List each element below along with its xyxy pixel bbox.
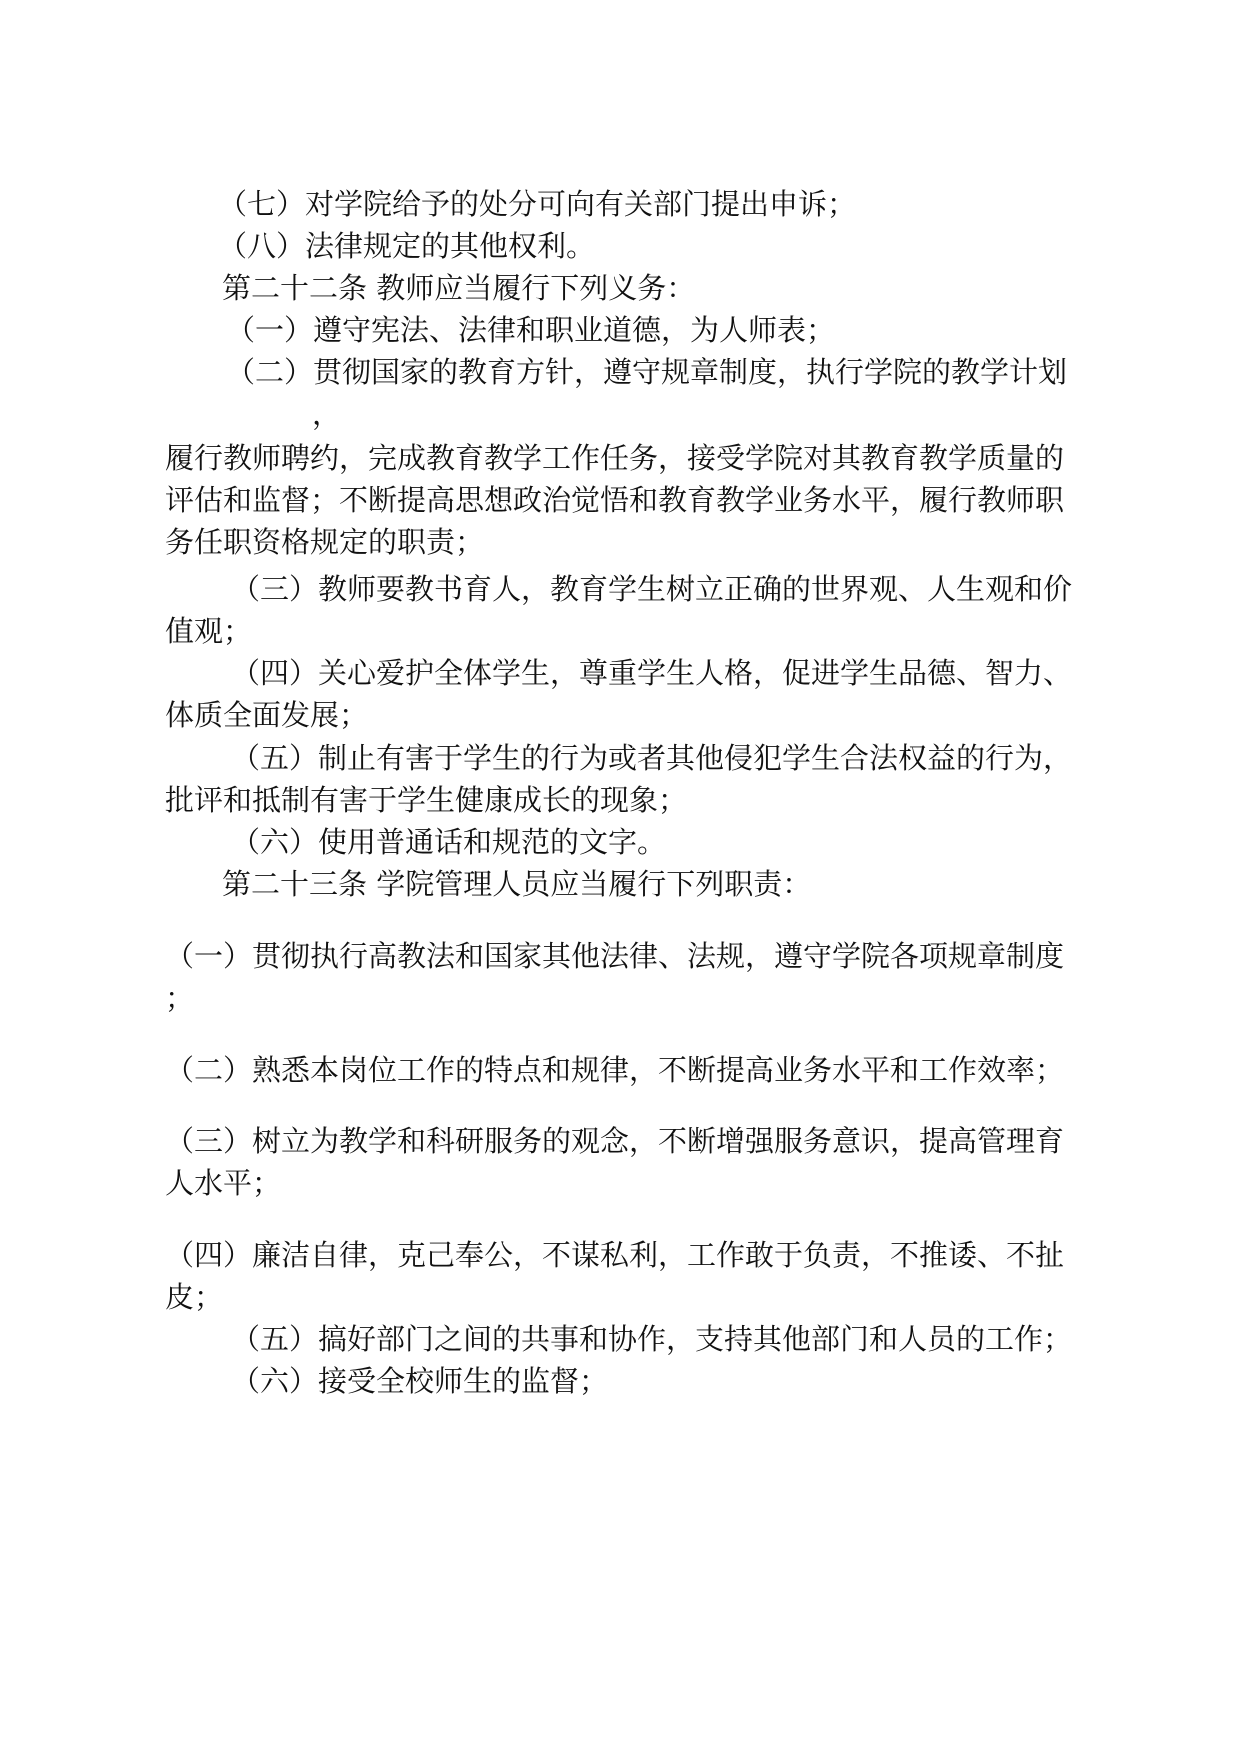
responsibility-5-line: （五）搞好部门之间的共事和协作，支持其他部门和人员的工作； [231, 1322, 1073, 1356]
responsibility-6-line: （六）接受全校师生的监督； [231, 1364, 609, 1398]
article-22-heading: 第二十二条 教师应当履行下列义务： [222, 271, 696, 305]
duty-4-continuation: 体质全面发展； [165, 698, 369, 732]
duty-2-stray-comma: ， [312, 397, 342, 431]
duty-5-line: （五）制止有害于学生的行为或者其他侵犯学生合法权益的行为， [231, 741, 1073, 775]
responsibility-1-line: （一）贯彻执行高教法和国家其他法律、法规，遵守学院各项规章制度 [165, 939, 1065, 973]
responsibility-3-continuation: 人水平； [165, 1166, 282, 1200]
responsibility-4-line: （四）廉洁自律，克己奉公，不谋私利，工作敢于负责，不推诿、不扯 [165, 1238, 1065, 1272]
duty-1-line: （一）遵守宪法、法律和职业道德，为人师表； [226, 313, 836, 347]
clause-7-line: （七）对学院给予的处分可向有关部门提出申诉； [218, 187, 857, 221]
duty-4-line: （四）关心爱护全体学生，尊重学生人格，促进学生品德、智力、 [231, 656, 1073, 690]
duty-2-continuation-2: 评估和监督；不断提高思想政治觉悟和教育教学业务水平，履行教师职 [165, 483, 1065, 517]
duty-5-continuation: 批评和抵制有害于学生健康成长的现象； [165, 783, 688, 817]
responsibility-3-line: （三）树立为教学和科研服务的观念，不断增强服务意识，提高管理育 [165, 1124, 1065, 1158]
duty-2-line: （二）贯彻国家的教育方针，遵守规章制度，执行学院的教学计划 [226, 355, 1068, 389]
article-23-heading: 第二十三条 学院管理人员应当履行下列职责： [222, 867, 812, 901]
duty-3-line: （三）教师要教书育人，教育学生树立正确的世界观、人生观和价 [231, 572, 1073, 606]
duty-6-line: （六）使用普通话和规范的文字。 [231, 825, 667, 859]
responsibility-2-line: （二）熟悉本岗位工作的特点和规律，不断提高业务水平和工作效率； [165, 1053, 1065, 1087]
duty-2-continuation-1: 履行教师聘约，完成教育教学工作任务，接受学院对其教育教学质量的 [165, 441, 1065, 475]
responsibility-4-continuation: 皮； [165, 1280, 224, 1314]
responsibility-1-semicolon: ； [165, 981, 195, 1015]
clause-8-line: （八）法律规定的其他权利。 [218, 229, 596, 263]
duty-3-continuation: 值观； [165, 614, 253, 648]
duty-2-continuation-3: 务任职资格规定的职责； [165, 525, 485, 559]
